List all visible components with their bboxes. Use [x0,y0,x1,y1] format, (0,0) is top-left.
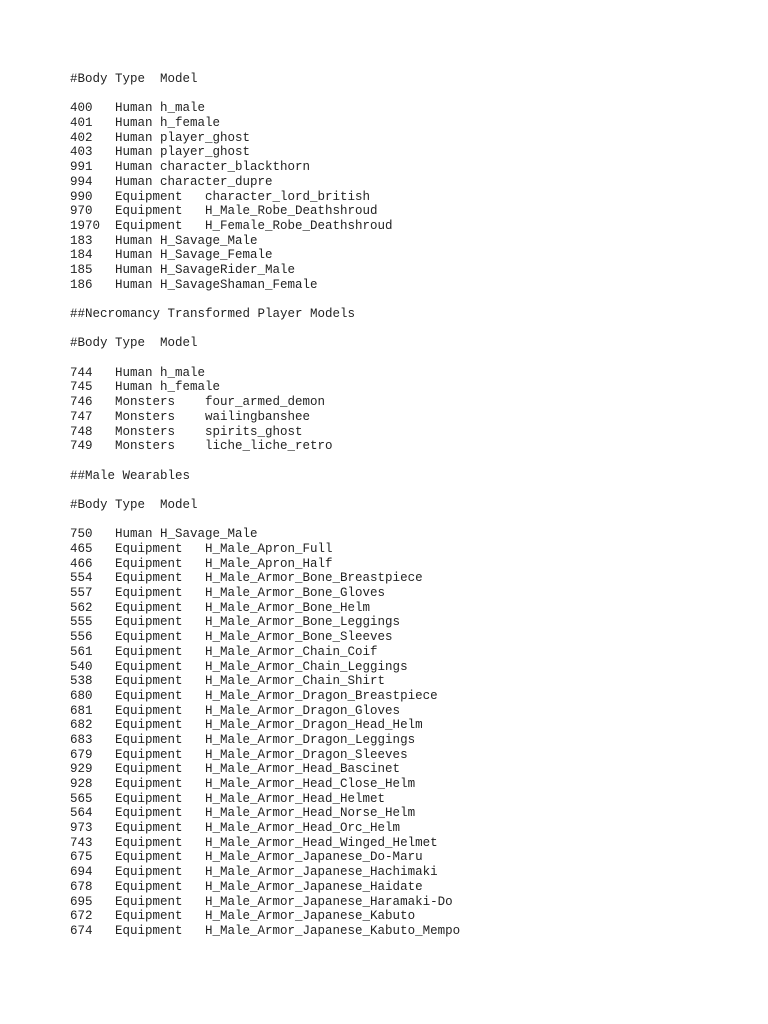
model-row [70,615,730,630]
model-row [70,645,730,660]
type-cell: Equipment [115,747,183,762]
model-cell: liche_liche_retro [205,439,333,454]
model-cell: H_Male_Armor_Chain_Coif [205,644,378,659]
model-row [70,850,730,865]
model-row [70,880,730,895]
model-cell: H_Male_Armor_Japanese_Kabuto_Mempo [205,923,461,938]
type-cell: Equipment [115,732,183,747]
body-id-cell: 183 [70,233,93,248]
model-row [70,718,730,733]
type-cell: Equipment [115,865,183,880]
body-id-cell: 562 [70,600,93,615]
type-cell: Monsters [115,395,176,410]
body-id-cell: 747 [70,409,93,424]
body-id-cell: 679 [70,747,93,762]
body-id-cell: 681 [70,703,93,718]
document-body [70,72,730,939]
model-cell: player_ghost [160,130,251,145]
type-cell: Equipment [115,556,183,571]
model-cell: H_Male_Armor_Japanese_Kabuto [205,909,416,924]
model-cell: H_Male_Armor_Head_Orc_Helm [205,821,401,836]
model-cell: H_Male_Armor_Chain_Leggings [205,659,408,674]
model-row [70,131,730,146]
body-id-cell: 403 [70,145,93,160]
model-cell: H_Male_Armor_Japanese_Haramaki-Do [205,894,453,909]
model-row [70,557,730,572]
body-id-cell: 682 [70,718,93,733]
body-id-cell: 561 [70,644,93,659]
body-id-cell: 745 [70,380,93,395]
body-id-cell: 695 [70,894,93,909]
type-cell: Equipment [115,586,183,601]
type-cell: Equipment [115,850,183,865]
body-id-cell: 554 [70,571,93,586]
model-row [70,924,730,939]
type-cell: Equipment [115,821,183,836]
type-cell: Human [115,365,153,380]
body-id-cell: 928 [70,777,93,791]
model-row [70,160,730,175]
model-cell: H_Male_Armor_Dragon_Gloves [205,703,401,718]
model-section [70,469,730,939]
model-cell: h_female [160,116,221,131]
model-cell: H_Male_Armor_Chain_Shirt [205,674,386,689]
body-id-cell: 564 [70,806,93,821]
type-cell: Equipment [115,909,183,924]
model-cell: H_Savage_Male [160,527,258,542]
column-header: #Body Type Model [70,72,198,86]
body-id-cell: 557 [70,586,93,601]
model-cell: H_Male_Armor_Dragon_Sleeves [205,747,408,762]
model-cell: H_Male_Armor_Japanese_Hachimaki [205,865,438,880]
model-cell: H_Male_Armor_Bone_Gloves [205,586,386,601]
model-cell: h_male [160,101,206,116]
model-row [70,821,730,836]
model-row [70,101,730,116]
type-cell: Equipment [115,923,183,938]
model-section [70,72,730,292]
body-id-cell: 750 [70,527,93,542]
body-id-cell: 694 [70,865,93,880]
model-row [70,380,730,395]
column-header: #Body Type Model [70,336,198,351]
type-cell: Human [115,101,153,116]
type-cell: Equipment [115,630,183,645]
model-cell: h_female [160,380,221,395]
model-row [70,116,730,131]
model-row [70,425,730,440]
column-header: #Body Type Model [70,497,198,512]
model-row [70,836,730,851]
model-row [70,762,730,777]
model-cell: H_Male_Armor_Japanese_Do-Maru [205,850,423,865]
model-cell: character_lord_british [205,189,371,204]
model-cell: wailingbanshee [205,409,311,424]
body-id-cell: 1970 [70,218,101,233]
model-cell: character_blackthorn [160,160,311,175]
type-cell: Human [115,145,153,160]
body-id-cell: 184 [70,248,93,263]
model-row [70,248,730,263]
model-cell: character_dupre [160,174,273,189]
body-id-cell: 674 [70,923,93,938]
model-row [70,733,730,748]
type-cell: Human [115,527,153,542]
model-row [70,234,730,249]
model-row [70,586,730,601]
model-cell: H_Male_Armor_Head_Close_Helm [205,777,416,791]
body-id-cell: 973 [70,821,93,836]
model-row [70,571,730,586]
model-row [70,630,730,645]
type-cell: Equipment [115,189,183,204]
body-id-cell: 185 [70,262,93,277]
type-cell: Equipment [115,688,183,703]
type-cell: Equipment [115,659,183,674]
section-heading: ##Necromancy Transformed Player Models [70,307,356,321]
type-cell: Equipment [115,674,183,689]
model-cell: H_Female_Robe_Deathshroud [205,218,393,233]
model-cell: H_Male_Armor_Bone_Sleeves [205,630,393,645]
body-id-cell: 990 [70,189,93,204]
model-cell: H_Savage_Male [160,233,258,248]
model-row [70,219,730,234]
model-row [70,395,730,410]
type-cell: Equipment [115,703,183,718]
model-row [70,674,730,689]
model-cell: H_Male_Apron_Half [205,556,333,571]
model-cell: H_Male_Armor_Dragon_Leggings [205,732,416,747]
body-id-cell: 556 [70,630,93,645]
model-row [70,263,730,278]
type-cell: Human [115,160,153,175]
body-id-cell: 746 [70,395,93,410]
type-cell: Human [115,262,153,277]
body-id-cell: 683 [70,732,93,747]
type-cell: Human [115,174,153,189]
model-cell: player_ghost [160,145,251,160]
type-cell: Equipment [115,835,183,850]
model-row [70,806,730,821]
body-id-cell: 748 [70,424,93,439]
model-row [70,527,730,542]
body-id-cell: 929 [70,762,93,777]
model-cell: H_Male_Armor_Bone_Helm [205,600,371,615]
model-row [70,704,730,719]
model-row [70,410,730,425]
body-id-cell: 680 [70,688,93,703]
type-cell: Equipment [115,718,183,733]
model-section [70,307,730,454]
body-id-cell: 555 [70,615,93,630]
type-cell: Equipment [115,218,183,233]
type-cell: Human [115,116,153,131]
model-cell: H_SavageShaman_Female [160,277,318,292]
body-id-cell: 186 [70,277,93,292]
type-cell: Human [115,130,153,145]
type-cell: Human [115,277,153,292]
model-cell: H_Male_Armor_Dragon_Head_Helm [205,718,423,733]
model-cell: H_Male_Apron_Full [205,542,333,556]
body-id-cell: 994 [70,174,93,189]
type-cell: Equipment [115,894,183,909]
body-id-cell: 672 [70,909,93,924]
type-cell: Equipment [115,204,183,219]
body-id-cell: 401 [70,116,93,131]
body-id-cell: 743 [70,835,93,850]
type-cell: Human [115,248,153,263]
model-row [70,145,730,160]
body-id-cell: 749 [70,439,93,454]
body-id-cell: 465 [70,542,93,556]
model-row [70,660,730,675]
body-id-cell: 400 [70,101,93,116]
body-id-cell: 402 [70,130,93,145]
type-cell: Equipment [115,762,183,777]
model-cell: four_armed_demon [205,395,326,410]
model-cell: H_Male_Armor_Head_Norse_Helm [205,806,416,821]
model-row [70,909,730,924]
model-cell: H_Savage_Female [160,248,273,263]
type-cell: Equipment [115,644,183,659]
model-cell: spirits_ghost [205,424,303,439]
model-row [70,601,730,616]
model-cell: H_Male_Armor_Head_Helmet [205,791,386,806]
body-id-cell: 540 [70,659,93,674]
model-row [70,366,730,381]
type-cell: Equipment [115,542,183,556]
model-cell: H_Male_Armor_Bone_Breastpiece [205,571,423,586]
section-heading: ##Male Wearables [70,468,191,483]
model-cell: H_Male_Armor_Head_Bascinet [205,762,401,777]
body-id-cell: 970 [70,204,93,219]
body-id-cell: 744 [70,365,93,380]
model-row [70,175,730,190]
type-cell: Monsters [115,439,176,454]
type-cell: Equipment [115,615,183,630]
type-cell: Equipment [115,806,183,821]
model-row [70,748,730,763]
model-row [70,865,730,880]
model-row [70,689,730,704]
model-row [70,542,730,557]
model-cell: h_male [160,365,206,380]
type-cell: Human [115,233,153,248]
type-cell: Human [115,380,153,395]
model-row [70,278,730,293]
type-cell: Monsters [115,409,176,424]
model-cell: H_SavageRider_Male [160,262,296,277]
model-cell: H_Male_Armor_Dragon_Breastpiece [205,688,438,703]
type-cell: Monsters [115,424,176,439]
type-cell: Equipment [115,777,183,791]
model-row [70,204,730,219]
body-id-cell: 675 [70,850,93,865]
body-id-cell: 678 [70,879,93,894]
model-row [70,439,730,454]
model-cell: H_Male_Robe_Deathshroud [205,204,378,219]
type-cell: Equipment [115,791,183,806]
model-row [70,190,730,205]
type-cell: Equipment [115,571,183,586]
body-id-cell: 538 [70,674,93,689]
body-id-cell: 991 [70,160,93,175]
model-row [70,895,730,910]
type-cell: Equipment [115,879,183,894]
model-cell: H_Male_Armor_Head_Winged_Helmet [205,835,438,850]
body-id-cell: 466 [70,556,93,571]
type-cell: Equipment [115,600,183,615]
body-id-cell: 565 [70,791,93,806]
model-row [70,777,730,792]
model-cell: H_Male_Armor_Bone_Leggings [205,615,401,630]
model-row [70,792,730,807]
model-cell: H_Male_Armor_Japanese_Haidate [205,879,423,894]
